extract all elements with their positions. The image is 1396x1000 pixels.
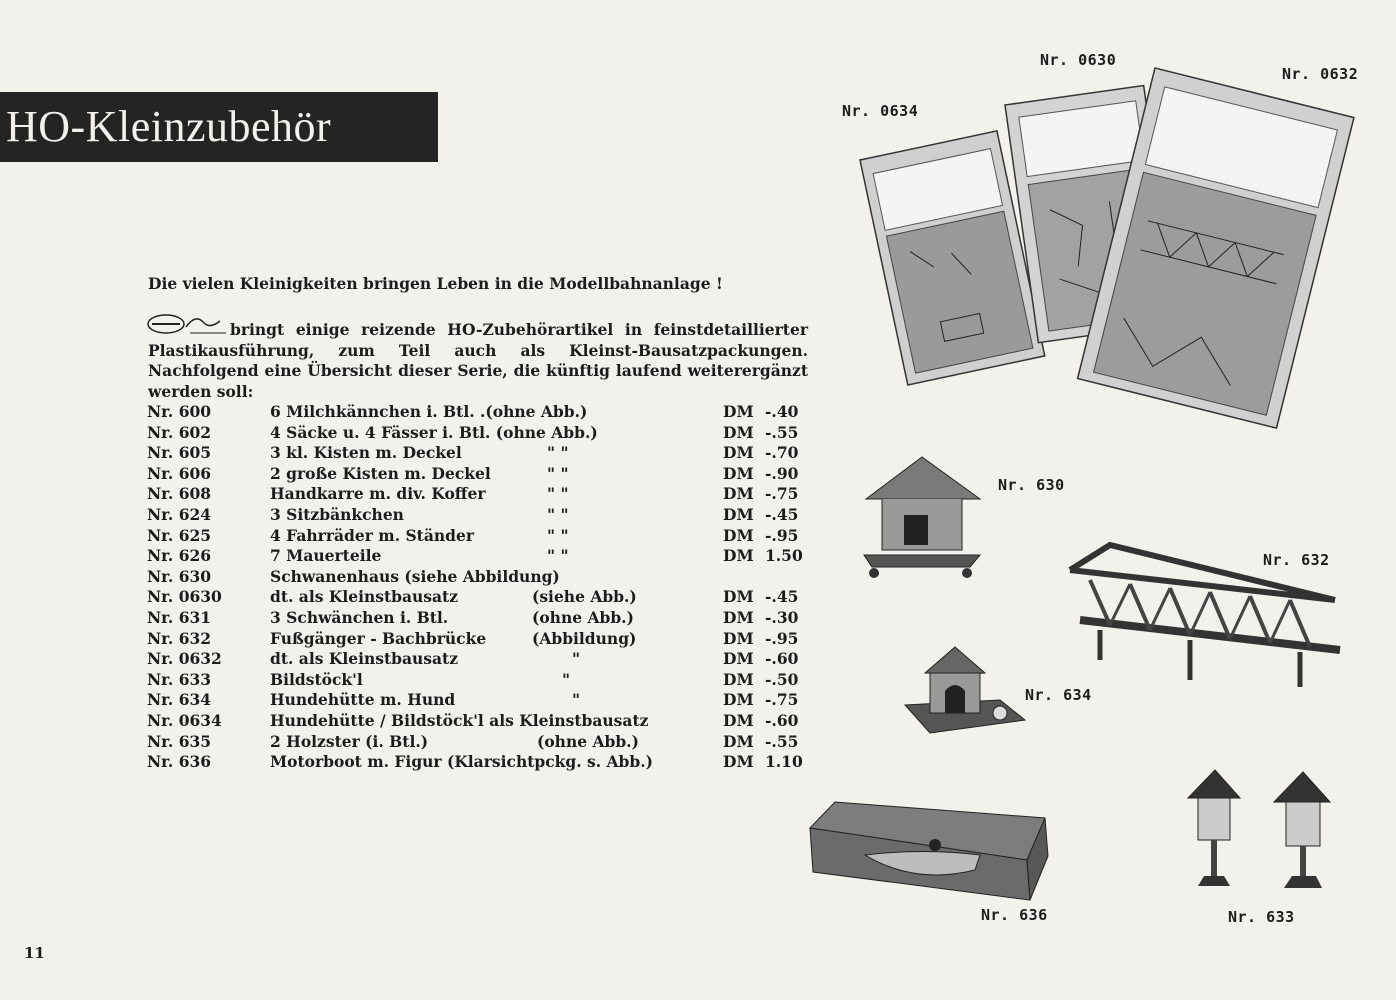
- swan-house-illustration: [862, 455, 992, 580]
- item-number: Nr. 630: [147, 566, 212, 586]
- table-row: [147, 670, 812, 691]
- item-currency: DM: [723, 731, 754, 751]
- item-description: 2 große Kisten m. Deckel: [270, 463, 491, 483]
- table-row: [147, 443, 812, 464]
- table-row: [147, 423, 812, 444]
- table-row: [147, 526, 812, 547]
- item-price: 1.50: [765, 546, 803, 566]
- item-currency: DM: [723, 422, 754, 442]
- table-row: [147, 464, 812, 485]
- table-row: [147, 752, 812, 773]
- item-price: -.50: [765, 669, 799, 689]
- item-price: -.70: [765, 443, 799, 463]
- item-description: Hundehütte / Bildstöck'l als Kleinstbausatz: [270, 710, 649, 730]
- item-price: -.75: [765, 484, 799, 504]
- item-number: Nr. 634: [147, 690, 212, 710]
- label-bridge: Nr. 632: [1263, 551, 1330, 569]
- table-row: [147, 567, 812, 588]
- item-price: -.75: [765, 690, 799, 710]
- motorboat-box-illustration: [805, 800, 1050, 900]
- label-shrines: Nr. 633: [1228, 908, 1295, 926]
- item-note: (ohne Abb.): [532, 607, 634, 627]
- item-currency: DM: [723, 546, 754, 566]
- item-currency: DM: [723, 443, 754, 463]
- item-description: Hundehütte m. Hund: [270, 690, 456, 710]
- item-number: Nr. 608: [147, 484, 212, 504]
- item-note: (Abbildung): [532, 628, 637, 648]
- item-description: dt. als Kleinstbausatz: [270, 649, 458, 669]
- item-price: -.30: [765, 607, 799, 627]
- item-description: 3 Schwänchen i. Btl.: [270, 607, 449, 627]
- item-note: " ": [547, 443, 569, 463]
- item-description: 7 Mauerteile: [270, 546, 382, 566]
- table-row: [147, 484, 812, 505]
- label-boat: Nr. 636: [981, 906, 1048, 924]
- item-description: Bildstöck'l: [270, 669, 363, 689]
- label-pack-0632: Nr. 0632: [1282, 65, 1359, 83]
- item-number: Nr. 602: [147, 422, 212, 442]
- item-price: -.60: [765, 710, 799, 730]
- item-price: -.45: [765, 587, 799, 607]
- item-currency: DM: [723, 710, 754, 730]
- table-row: [147, 649, 812, 670]
- item-description: 3 Sitzbänkchen: [270, 504, 404, 524]
- item-number: Nr. 633: [147, 669, 212, 689]
- label-pack-0630: Nr. 0630: [1040, 51, 1117, 69]
- item-number: Nr. 624: [147, 504, 212, 524]
- item-description: 4 Fahrräder m. Ständer: [270, 525, 475, 545]
- table-row: [147, 546, 812, 567]
- item-currency: DM: [723, 649, 754, 669]
- dog-house-illustration: [900, 645, 1030, 735]
- item-number: Nr. 625: [147, 525, 212, 545]
- item-price: -.95: [765, 525, 799, 545]
- table-row: [147, 711, 812, 732]
- item-note: " ": [547, 546, 569, 566]
- item-price: -.45: [765, 504, 799, 524]
- item-note: (siehe Abb.): [532, 587, 637, 607]
- item-description: Handkarre m. div. Koffer: [270, 484, 486, 504]
- price-list: [147, 402, 812, 773]
- item-description: Schwanenhaus (siehe Abbildung): [270, 566, 560, 586]
- table-row: [147, 732, 812, 753]
- item-currency: DM: [723, 628, 754, 648]
- item-note: " ": [547, 504, 569, 524]
- item-number: Nr. 605: [147, 443, 212, 463]
- item-currency: DM: [723, 504, 754, 524]
- item-currency: DM: [723, 402, 754, 421]
- wayside-shrines-illustration: [1180, 768, 1340, 898]
- item-number: Nr. 0630: [147, 587, 222, 607]
- item-description: Fußgänger - Bachbrücke: [270, 628, 487, 648]
- item-currency: DM: [723, 587, 754, 607]
- table-row: [147, 587, 812, 608]
- item-number: Nr. 632: [147, 628, 212, 648]
- label-swan-house: Nr. 630: [998, 476, 1065, 494]
- item-description: 2 Holzster (i. Btl.): [270, 731, 429, 751]
- item-note: " ": [547, 525, 569, 545]
- item-description: 6 Milchkännchen i. Btl. .(ohne Abb.): [270, 402, 588, 421]
- item-number: Nr. 0634: [147, 710, 222, 730]
- table-row: [147, 505, 812, 526]
- description-paragraph: bringt einige reizende HO-Zubehörartikel in feinstdetaillierter Plastikausführung, zum Teil auch als Kleinst-Bausatzpackungen. Nachfolgend eine Übersicht dieser Serie, die künftig laufend weiterergänzt werden soll:: [148, 320, 808, 401]
- item-description: 4 Säcke u. 4 Fässer i. Btl. (ohne Abb.): [270, 422, 598, 442]
- item-note: " ": [547, 484, 569, 504]
- item-number: Nr. 0632: [147, 649, 222, 669]
- item-number: Nr. 635: [147, 731, 212, 751]
- item-note: (ohne Abb.): [537, 731, 639, 751]
- item-number: Nr. 606: [147, 463, 212, 483]
- item-currency: DM: [723, 690, 754, 710]
- item-currency: DM: [723, 752, 754, 772]
- item-description: 3 kl. Kisten m. Deckel: [270, 443, 462, 463]
- item-currency: DM: [723, 607, 754, 627]
- item-price: -.55: [765, 422, 799, 442]
- item-currency: DM: [723, 525, 754, 545]
- item-description: Motorboot m. Figur (Klarsichtpckg. s. Abb.): [270, 752, 653, 772]
- item-price: -.60: [765, 649, 799, 669]
- item-price: -.95: [765, 628, 799, 648]
- intro-text: Die vielen Kleinigkeiten bringen Leben in die Modellbahnanlage !: [148, 274, 723, 293]
- item-currency: DM: [723, 669, 754, 689]
- item-description: dt. als Kleinstbausatz: [270, 587, 458, 607]
- label-dog-house: Nr. 634: [1025, 686, 1092, 704]
- item-number: Nr. 626: [147, 546, 212, 566]
- item-price: -.55: [765, 731, 799, 751]
- item-note: ": [562, 669, 571, 689]
- table-row: [147, 690, 812, 711]
- item-number: Nr. 600: [147, 402, 212, 421]
- item-price: -.90: [765, 463, 799, 483]
- item-note: ": [572, 649, 581, 669]
- item-price: 1.10: [765, 752, 803, 772]
- item-note: ": [572, 690, 581, 710]
- table-row: [147, 402, 812, 423]
- table-row: [147, 608, 812, 629]
- label-pack-0634: Nr. 0634: [842, 102, 919, 120]
- item-note: " ": [547, 463, 569, 483]
- table-row: [147, 629, 812, 650]
- item-currency: DM: [723, 463, 754, 483]
- item-number: Nr. 636: [147, 752, 212, 772]
- page-title: HO-Kleinzubehör: [0, 92, 438, 162]
- item-currency: DM: [723, 484, 754, 504]
- item-number: Nr. 631: [147, 607, 212, 627]
- page-number: 11: [24, 944, 45, 962]
- item-price: -.40: [765, 402, 799, 421]
- blister-packs-illustration: [855, 50, 1375, 410]
